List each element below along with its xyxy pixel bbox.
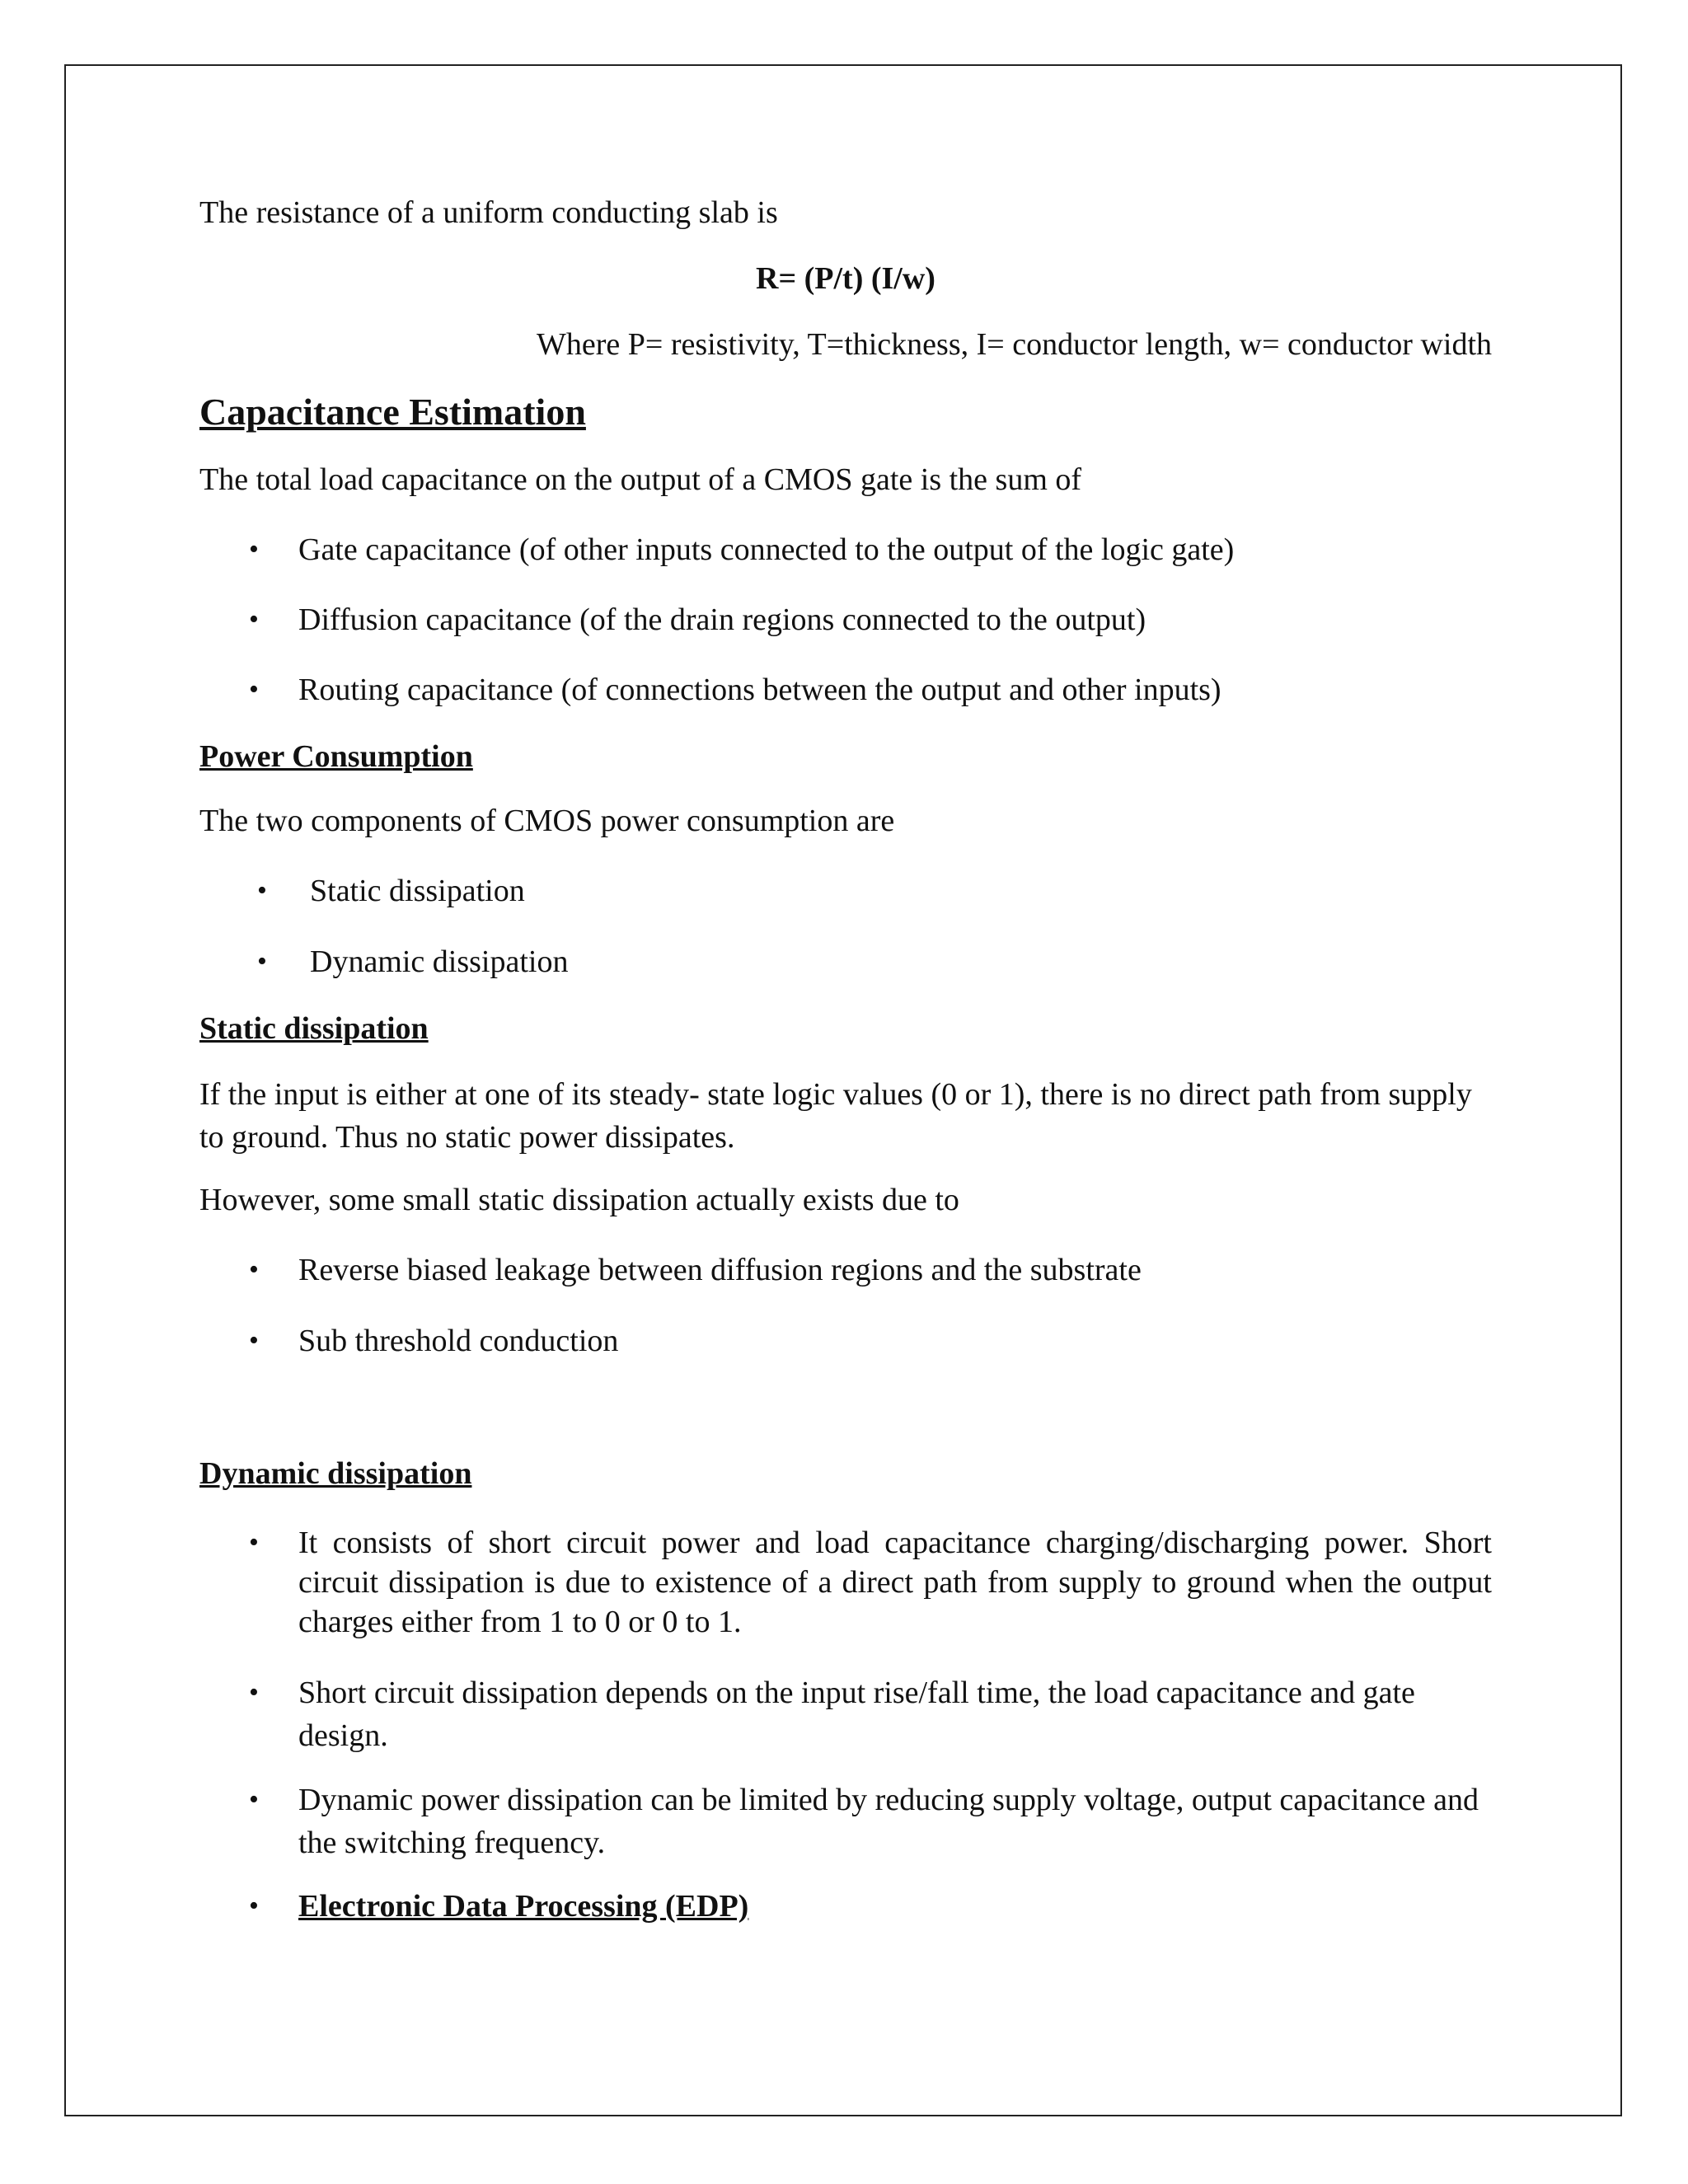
capacitance-heading: Capacitance Estimation bbox=[199, 391, 586, 433]
resistance-formula: R= (P/t) (I/w) bbox=[756, 261, 935, 296]
power-intro: The two components of CMOS power consumption are bbox=[199, 804, 895, 838]
bullet-icon: • bbox=[249, 674, 259, 705]
bullet-icon: • bbox=[249, 1677, 259, 1708]
bullet-icon: • bbox=[249, 534, 259, 565]
edp-heading: Electronic Data Processing (EDP) bbox=[298, 1889, 749, 1924]
list-item-text: Static dissipation bbox=[310, 874, 525, 908]
bullet-icon: • bbox=[249, 1784, 259, 1815]
list-item-text: It consists of short circuit power and load capacitance charging/discharging power. Short circuit dissipation is due to existence of a direct path from supply to ground when the output charges either from 1 to 0 or 0 to 1. bbox=[298, 1526, 1492, 1639]
power-heading: Power Consumption bbox=[199, 739, 473, 774]
bullet-icon: • bbox=[257, 875, 267, 906]
intro-text: The resistance of a uniform conducting slab is bbox=[199, 195, 778, 230]
list-item-text: Short circuit dissipation depends on the input rise/fall time, the load capacitance and gate design. bbox=[298, 1675, 1415, 1753]
list-item-text: Dynamic power dissipation can be limited by reducing supply voltage, output capacitance and the switching frequency. bbox=[298, 1783, 1479, 1860]
static-paragraph: If the input is either at one of its steady- state logic values (0 or 1), there is no direct path from supply to ground. Thus no static power dissipates. bbox=[199, 1077, 1472, 1155]
capacitance-intro: The total load capacitance on the output of a CMOS gate is the sum of bbox=[199, 462, 1082, 497]
bullet-icon: • bbox=[249, 604, 259, 635]
bullet-icon: • bbox=[249, 1325, 259, 1356]
dynamic-heading: Dynamic dissipation bbox=[199, 1456, 472, 1491]
bullet-icon: • bbox=[249, 1527, 259, 1558]
list-item-text: Reverse biased leakage between diffusion regions and the substrate bbox=[298, 1253, 1142, 1287]
static-paragraph-2: However, some small static dissipation actually exists due to bbox=[199, 1183, 959, 1217]
bullet-icon: • bbox=[257, 946, 267, 977]
list-item-text: Dynamic dissipation bbox=[310, 944, 569, 979]
list-item-text: Routing capacitance (of connections between the output and other inputs) bbox=[298, 673, 1221, 707]
list-item-text: Gate capacitance (of other inputs connected to the output of the logic gate) bbox=[298, 532, 1235, 567]
static-heading: Static dissipation bbox=[199, 1011, 429, 1046]
bullet-icon: • bbox=[249, 1254, 259, 1285]
list-item-text: Diffusion capacitance (of the drain regions connected to the output) bbox=[298, 602, 1146, 637]
list-item-text: Sub threshold conduction bbox=[298, 1324, 619, 1358]
bullet-icon: • bbox=[249, 1891, 259, 1921]
formula-legend: Where P= resistivity, T=thickness, I= conductor length, w= conductor width bbox=[537, 327, 1492, 362]
